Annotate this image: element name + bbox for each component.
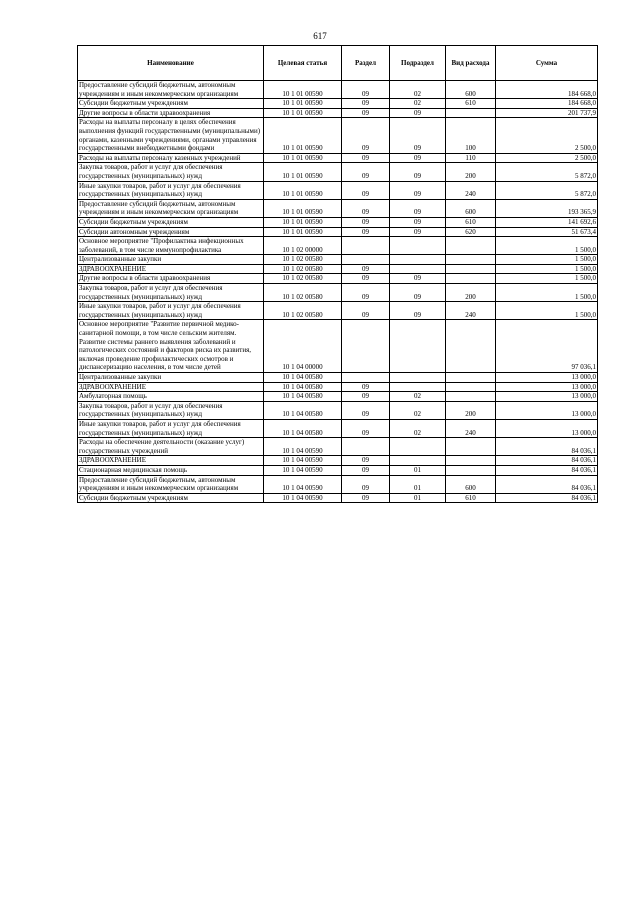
cell-target: 10 1 01 00590 bbox=[264, 99, 342, 109]
table-row bbox=[78, 456, 598, 466]
table-row bbox=[78, 438, 598, 456]
cell-target: 10 1 02 00580 bbox=[264, 302, 342, 320]
cell-sum: 2 500,0 bbox=[496, 118, 598, 153]
table-row bbox=[78, 419, 598, 437]
cell-name: Субсидии бюджетным учреждениям bbox=[78, 493, 264, 503]
cell-sum: 1 500,0 bbox=[496, 264, 598, 274]
cell-subsection: 09 bbox=[390, 108, 446, 118]
table-row bbox=[78, 163, 598, 181]
table-row bbox=[78, 118, 598, 153]
cell-name: Субсидии автономным учреждениям bbox=[78, 227, 264, 237]
table-row bbox=[78, 237, 598, 255]
table-row bbox=[78, 382, 598, 392]
cell-sum: 201 737,9 bbox=[496, 108, 598, 118]
cell-target: 10 1 04 00580 bbox=[264, 382, 342, 392]
cell-name: Расходы на выплаты персоналу в целях обеспечения выполнения функций государственными (муниципальными) органами, казенными учреждениями, органами управления государственными внебюджетными фондами bbox=[78, 118, 264, 153]
cell-type bbox=[446, 320, 496, 373]
cell-target: 10 1 02 00580 bbox=[264, 255, 342, 265]
cell-sum: 84 036,1 bbox=[496, 456, 598, 466]
cell-sum: 84 036,1 bbox=[496, 465, 598, 475]
cell-type bbox=[446, 465, 496, 475]
cell-type: 200 bbox=[446, 163, 496, 181]
cell-section bbox=[342, 255, 390, 265]
cell-sum: 13 000,0 bbox=[496, 419, 598, 437]
cell-section: 09 bbox=[342, 118, 390, 153]
table-row bbox=[78, 392, 598, 402]
cell-sum: 1 500,0 bbox=[496, 255, 598, 265]
cell-type bbox=[446, 255, 496, 265]
cell-subsection: 02 bbox=[390, 419, 446, 437]
cell-target: 10 1 01 00590 bbox=[264, 108, 342, 118]
cell-subsection: 09 bbox=[390, 274, 446, 284]
cell-type bbox=[446, 264, 496, 274]
table-row bbox=[78, 302, 598, 320]
table-row bbox=[78, 153, 598, 163]
cell-type: 600 bbox=[446, 475, 496, 493]
cell-name: Другие вопросы в области здравоохранения bbox=[78, 108, 264, 118]
cell-section: 09 bbox=[342, 181, 390, 199]
cell-target: 10 1 01 00590 bbox=[264, 217, 342, 227]
cell-name: Амбулаторная помощь bbox=[78, 392, 264, 402]
cell-subsection: 01 bbox=[390, 465, 446, 475]
cell-section: 09 bbox=[342, 493, 390, 503]
cell-name: Основное мероприятие "Профилактика инфекционных заболеваний, в том числе иммунопрофилактика bbox=[78, 237, 264, 255]
cell-section: 09 bbox=[342, 99, 390, 109]
cell-subsection: 09 bbox=[390, 199, 446, 217]
cell-target: 10 1 01 00590 bbox=[264, 181, 342, 199]
cell-subsection bbox=[390, 382, 446, 392]
cell-section: 09 bbox=[342, 227, 390, 237]
cell-type: 240 bbox=[446, 302, 496, 320]
cell-subsection: 02 bbox=[390, 99, 446, 109]
cell-section bbox=[342, 438, 390, 456]
cell-subsection: 01 bbox=[390, 475, 446, 493]
cell-name: Закупка товаров, работ и услуг для обеспечения государственных (муниципальных) нужд bbox=[78, 401, 264, 419]
cell-subsection bbox=[390, 373, 446, 383]
table-row bbox=[78, 217, 598, 227]
cell-name: Расходы на обеспечение деятельности (оказание услуг) государственных учреждений bbox=[78, 438, 264, 456]
cell-name: Другие вопросы в области здравоохранения bbox=[78, 274, 264, 284]
cell-target: 10 1 04 00580 bbox=[264, 392, 342, 402]
cell-target: 10 1 04 00580 bbox=[264, 401, 342, 419]
cell-subsection: 01 bbox=[390, 493, 446, 503]
cell-target: 10 1 02 00580 bbox=[264, 284, 342, 302]
cell-subsection: 09 bbox=[390, 181, 446, 199]
cell-sum: 2 500,0 bbox=[496, 153, 598, 163]
cell-subsection: 02 bbox=[390, 392, 446, 402]
cell-section: 09 bbox=[342, 302, 390, 320]
header-subsection: Подраздел bbox=[390, 46, 446, 81]
cell-sum: 13 000,0 bbox=[496, 373, 598, 383]
cell-sum: 1 500,0 bbox=[496, 274, 598, 284]
cell-sum: 193 365,9 bbox=[496, 199, 598, 217]
cell-target: 10 1 02 00000 bbox=[264, 237, 342, 255]
cell-subsection: 09 bbox=[390, 227, 446, 237]
cell-target: 10 1 04 00590 bbox=[264, 456, 342, 466]
cell-section: 09 bbox=[342, 199, 390, 217]
table-row bbox=[78, 199, 598, 217]
table-row bbox=[78, 264, 598, 274]
cell-type: 600 bbox=[446, 81, 496, 99]
budget-table bbox=[77, 45, 598, 503]
header-sum: Сумма bbox=[496, 46, 598, 81]
table-row bbox=[78, 108, 598, 118]
cell-name: Предоставление субсидий бюджетным, автономным учреждениям и иным некоммерческим организациям bbox=[78, 199, 264, 217]
cell-type bbox=[446, 438, 496, 456]
cell-name: Стационарная медицинская помощь bbox=[78, 465, 264, 475]
page-number: 617 bbox=[313, 31, 327, 41]
cell-subsection bbox=[390, 237, 446, 255]
cell-sum: 184 668,0 bbox=[496, 99, 598, 109]
table-row bbox=[78, 255, 598, 265]
cell-subsection bbox=[390, 456, 446, 466]
cell-section bbox=[342, 237, 390, 255]
cell-name: Закупка товаров, работ и услуг для обеспечения государственных (муниципальных) нужд bbox=[78, 284, 264, 302]
cell-name: ЗДРАВООХРАНЕНИЕ bbox=[78, 382, 264, 392]
cell-sum: 51 673,4 bbox=[496, 227, 598, 237]
cell-name: Закупка товаров, работ и услуг для обеспечения государственных (муниципальных) нужд bbox=[78, 163, 264, 181]
cell-type: 110 bbox=[446, 153, 496, 163]
cell-name: Предоставление субсидий бюджетным, автономным учреждениям и иным некоммерческим организациям bbox=[78, 81, 264, 99]
cell-section bbox=[342, 373, 390, 383]
cell-name: Иные закупки товаров, работ и услуг для обеспечения государственных (муниципальных) нужд bbox=[78, 302, 264, 320]
cell-target: 10 1 04 00580 bbox=[264, 419, 342, 437]
cell-subsection: 09 bbox=[390, 217, 446, 227]
cell-subsection: 02 bbox=[390, 81, 446, 99]
cell-name: Иные закупки товаров, работ и услуг для обеспечения государственных (муниципальных) нужд bbox=[78, 181, 264, 199]
cell-target: 10 1 01 00590 bbox=[264, 199, 342, 217]
cell-section: 09 bbox=[342, 475, 390, 493]
cell-target: 10 1 01 00590 bbox=[264, 81, 342, 99]
table-row bbox=[78, 465, 598, 475]
cell-name: Субсидии бюджетным учреждениям bbox=[78, 217, 264, 227]
cell-section: 09 bbox=[342, 264, 390, 274]
cell-section: 09 bbox=[342, 419, 390, 437]
cell-sum: 97 036,1 bbox=[496, 320, 598, 373]
cell-type: 200 bbox=[446, 284, 496, 302]
cell-type bbox=[446, 382, 496, 392]
cell-sum: 13 000,0 bbox=[496, 392, 598, 402]
cell-type bbox=[446, 274, 496, 284]
cell-type bbox=[446, 392, 496, 402]
cell-target: 10 1 04 00590 bbox=[264, 493, 342, 503]
cell-section: 09 bbox=[342, 382, 390, 392]
table-row bbox=[78, 274, 598, 284]
cell-sum: 5 872,0 bbox=[496, 163, 598, 181]
cell-type bbox=[446, 456, 496, 466]
cell-target: 10 1 02 00580 bbox=[264, 264, 342, 274]
cell-sum: 1 500,0 bbox=[496, 302, 598, 320]
cell-type: 200 bbox=[446, 401, 496, 419]
cell-name: Основное мероприятие "Развитие первичной медико-санитарной помощи, в том числе сельским жителям. Развитие системы раннего выявления заболеваний и патологических состояний и факторов риска их развития, включая проведение профилактических осмотров и диспансеризацию населения, в том числе детей bbox=[78, 320, 264, 373]
table-row bbox=[78, 284, 598, 302]
header-section: Раздел bbox=[342, 46, 390, 81]
cell-section: 09 bbox=[342, 465, 390, 475]
cell-target: 10 1 02 00580 bbox=[264, 274, 342, 284]
cell-section: 09 bbox=[342, 274, 390, 284]
table-row bbox=[78, 373, 598, 383]
cell-sum: 1 500,0 bbox=[496, 284, 598, 302]
header-type: Вид расхода bbox=[446, 46, 496, 81]
cell-name: Расходы на выплаты персоналу казенных учреждений bbox=[78, 153, 264, 163]
table-row bbox=[78, 81, 598, 99]
table-row bbox=[78, 99, 598, 109]
cell-name: Централизованные закупки bbox=[78, 255, 264, 265]
cell-section: 09 bbox=[342, 108, 390, 118]
cell-type: 600 bbox=[446, 199, 496, 217]
cell-target: 10 1 04 00000 bbox=[264, 320, 342, 373]
cell-name: Субсидии бюджетным учреждениям bbox=[78, 99, 264, 109]
cell-sum: 84 036,1 bbox=[496, 438, 598, 456]
cell-target: 10 1 01 00590 bbox=[264, 153, 342, 163]
table-row bbox=[78, 401, 598, 419]
cell-name: Иные закупки товаров, работ и услуг для обеспечения государственных (муниципальных) нужд bbox=[78, 419, 264, 437]
cell-type: 240 bbox=[446, 419, 496, 437]
cell-target: 10 1 01 00590 bbox=[264, 118, 342, 153]
cell-section: 09 bbox=[342, 217, 390, 227]
header-target: Целевая статья bbox=[264, 46, 342, 81]
cell-subsection: 02 bbox=[390, 401, 446, 419]
cell-sum: 13 000,0 bbox=[496, 401, 598, 419]
cell-section: 09 bbox=[342, 392, 390, 402]
cell-subsection: 09 bbox=[390, 153, 446, 163]
table-header-row bbox=[78, 46, 598, 81]
cell-subsection bbox=[390, 255, 446, 265]
cell-sum: 184 668,0 bbox=[496, 81, 598, 99]
table-body bbox=[78, 81, 598, 503]
table-row bbox=[78, 181, 598, 199]
table-row bbox=[78, 493, 598, 503]
cell-type: 240 bbox=[446, 181, 496, 199]
cell-sum: 13 000,0 bbox=[496, 382, 598, 392]
cell-type: 100 bbox=[446, 118, 496, 153]
cell-sum: 84 036,1 bbox=[496, 493, 598, 503]
cell-target: 10 1 04 00590 bbox=[264, 475, 342, 493]
cell-target: 10 1 04 00590 bbox=[264, 465, 342, 475]
table-row bbox=[78, 227, 598, 237]
cell-type: 620 bbox=[446, 227, 496, 237]
cell-target: 10 1 04 00590 bbox=[264, 438, 342, 456]
cell-name: Централизованные закупки bbox=[78, 373, 264, 383]
cell-subsection: 09 bbox=[390, 302, 446, 320]
cell-section: 09 bbox=[342, 401, 390, 419]
header-name: Наименование bbox=[78, 46, 264, 81]
cell-name: ЗДРАВООХРАНЕНИЕ bbox=[78, 456, 264, 466]
cell-type: 610 bbox=[446, 99, 496, 109]
cell-target: 10 1 01 00590 bbox=[264, 227, 342, 237]
table-row bbox=[78, 320, 598, 373]
cell-target: 10 1 01 00590 bbox=[264, 163, 342, 181]
cell-sum: 5 872,0 bbox=[496, 181, 598, 199]
table-row bbox=[78, 475, 598, 493]
cell-section: 09 bbox=[342, 153, 390, 163]
cell-type: 610 bbox=[446, 493, 496, 503]
cell-type bbox=[446, 108, 496, 118]
cell-sum: 84 036,1 bbox=[496, 475, 598, 493]
cell-target: 10 1 04 00580 bbox=[264, 373, 342, 383]
cell-subsection bbox=[390, 264, 446, 274]
cell-sum: 1 500,0 bbox=[496, 237, 598, 255]
cell-section bbox=[342, 320, 390, 373]
cell-section: 09 bbox=[342, 456, 390, 466]
cell-subsection bbox=[390, 320, 446, 373]
cell-section: 09 bbox=[342, 163, 390, 181]
cell-name: Предоставление субсидий бюджетным, автономным учреждениям и иным некоммерческим организациям bbox=[78, 475, 264, 493]
cell-subsection bbox=[390, 438, 446, 456]
cell-type bbox=[446, 373, 496, 383]
cell-subsection: 09 bbox=[390, 118, 446, 153]
cell-type: 610 bbox=[446, 217, 496, 227]
cell-section: 09 bbox=[342, 81, 390, 99]
cell-subsection: 09 bbox=[390, 163, 446, 181]
cell-sum: 141 692,6 bbox=[496, 217, 598, 227]
cell-name: ЗДРАВООХРАНЕНИЕ bbox=[78, 264, 264, 274]
cell-subsection: 09 bbox=[390, 284, 446, 302]
cell-section: 09 bbox=[342, 284, 390, 302]
cell-type bbox=[446, 237, 496, 255]
